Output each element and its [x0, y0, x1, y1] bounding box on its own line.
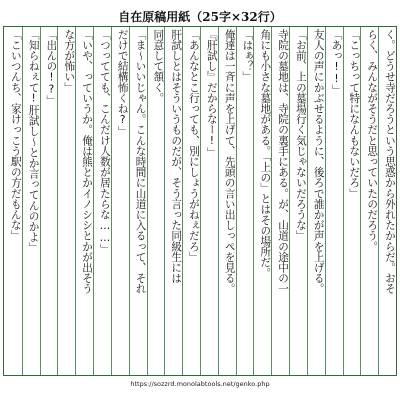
manuscript-column: [111, 27, 129, 375]
page-title: 自在原稿用紙（25字×32行）: [118, 10, 282, 24]
column-text: 「出んの!?」: [45, 29, 58, 106]
manuscript-column: [93, 27, 111, 375]
column-text: 同意して頷く。: [152, 29, 165, 104]
column-text: 『肝試し』だからなー!」: [205, 29, 218, 158]
column-text: 「ま～いいじゃん。こんな時間に山道に入るって、それ: [134, 29, 147, 294]
column-text: 「お前、上の墓場行く気じゃないだろうな」: [294, 29, 307, 241]
manuscript-column: [289, 27, 307, 375]
manuscript-column: [200, 27, 218, 375]
manuscript-column: [75, 27, 93, 375]
column-text: く。どうせ寺だろうという思惑から外れたからだ。おそ: [383, 29, 396, 294]
manuscript-grid: [3, 26, 397, 376]
manuscript-column: [4, 27, 22, 375]
manuscript-column: [164, 27, 182, 375]
column-text: な方が怖い」: [63, 29, 76, 93]
column-text: だけで結構怖くね?」: [116, 29, 129, 137]
manuscript-column: [360, 27, 378, 375]
manuscript-column: [57, 27, 75, 375]
column-text: 寺院の墓地は、寺院の裏手にある。が、山道の途中の一: [277, 29, 290, 294]
source-url: https://sozzrd.monolabtools.net/genko.php: [130, 380, 270, 388]
manuscript-column: [307, 27, 325, 375]
manuscript-column: [236, 27, 254, 375]
column-text: 友人の声にかぶせるように、後ろで誰かが声を上げる。: [312, 29, 325, 294]
column-text: 「あっ!!」: [330, 29, 343, 96]
manuscript-column: [218, 27, 236, 375]
column-text: 「こいつんち、家けっこう駅の方だもんな」: [9, 29, 22, 241]
column-text: 「いや、っていうか。俺は熊とかイノシシとかが出そう: [81, 29, 94, 294]
manuscript-column: [22, 27, 40, 375]
column-text: 「知らねぇて!肝試し～とか言ってんのかよ」: [27, 29, 40, 253]
manuscript-column: [343, 27, 361, 375]
column-text: 角にも小さな墓地がある。「上の」とはその場所だ。: [259, 29, 272, 279]
column-text: 俺達は一斉に声を上げて、先頭の言い出しっぺを見る。: [223, 29, 236, 294]
column-text: 「はぁ？」: [241, 29, 254, 82]
manuscript-column: [129, 27, 147, 375]
column-text: らく、みんながそうだと思っていたのだろう。: [366, 29, 379, 252]
column-text: 「あんなとこ行っても、別にしょうがねぇだろ」: [187, 29, 200, 263]
manuscript-column: [271, 27, 289, 375]
manuscript-column: [40, 27, 58, 375]
manuscript-column: [182, 27, 200, 375]
manuscript-column: [147, 27, 165, 375]
manuscript-column: [253, 27, 271, 375]
manuscript-column: [378, 27, 396, 375]
column-text: 「こっちって特になんもないだろ」: [348, 29, 361, 199]
manuscript-column: [325, 27, 343, 375]
column-text: 肝試しとはそういうものだが、そう言った同級生には: [170, 29, 183, 284]
column-text: 「つってても、こんだけ人数が居たらな……」: [98, 29, 111, 255]
